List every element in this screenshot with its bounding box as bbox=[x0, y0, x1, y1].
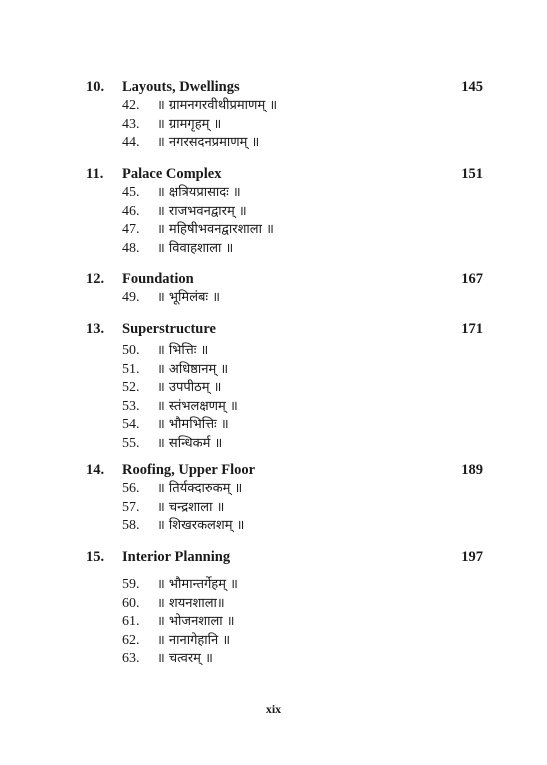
section-title: ॥ क्षत्रियप्रासादः ॥ bbox=[157, 185, 241, 200]
section-number: 60. bbox=[122, 595, 140, 611]
chapter-title: Layouts, Dwellings bbox=[122, 79, 240, 95]
section-number: 49. bbox=[122, 290, 140, 305]
section-number: 51. bbox=[122, 361, 140, 377]
chapter-page-number: 167 bbox=[461, 271, 483, 287]
chapter-title: Roofing, Upper Floor bbox=[122, 462, 256, 478]
section-item bbox=[86, 240, 486, 259]
section-item bbox=[86, 361, 486, 380]
section-list bbox=[86, 480, 486, 536]
chapter-heading bbox=[86, 77, 486, 97]
chapter-page-number: 197 bbox=[461, 549, 483, 565]
chapter-number: 10. bbox=[86, 79, 105, 95]
chapter-number: 12. bbox=[86, 271, 105, 287]
chapter-heading bbox=[86, 269, 486, 289]
page-folio: xix bbox=[265, 702, 282, 716]
toc-chapter-15 bbox=[86, 547, 486, 669]
section-title: ॥ शयनशाला॥ bbox=[157, 595, 225, 611]
section-item bbox=[86, 184, 486, 203]
section-item bbox=[86, 379, 486, 398]
section-number: 45. bbox=[122, 185, 140, 200]
chapter-page-number: 151 bbox=[461, 166, 483, 182]
section-item bbox=[86, 576, 486, 595]
section-number: 58. bbox=[122, 518, 140, 533]
section-title: ॥ भौमान्तर्गेहम् ॥ bbox=[157, 577, 238, 592]
section-title: ॥ विवाहशाला ॥ bbox=[157, 240, 234, 256]
section-number: 50. bbox=[122, 343, 140, 358]
section-item bbox=[86, 435, 486, 454]
section-title: ॥ सन्धिकर्म ॥ bbox=[157, 435, 223, 451]
section-list bbox=[86, 289, 486, 308]
chapter-number: 11. bbox=[86, 166, 104, 182]
section-item bbox=[86, 416, 486, 435]
section-number: 43. bbox=[122, 116, 140, 132]
chapter-page-number: 145 bbox=[461, 79, 483, 95]
chapter-title: Foundation bbox=[122, 271, 194, 287]
section-item bbox=[86, 116, 486, 135]
section-list bbox=[86, 97, 486, 153]
section-item bbox=[86, 517, 486, 536]
section-title: ॥ नगरसदनप्रमाणम् ॥ bbox=[157, 135, 260, 150]
toc-chapter-13 bbox=[86, 319, 486, 453]
section-title: ॥ स्तंभलक्षणम् ॥ bbox=[157, 398, 238, 414]
section-number: 59. bbox=[122, 577, 140, 592]
chapter-heading bbox=[86, 164, 486, 184]
section-title: ॥ चत्वरम् ॥ bbox=[157, 651, 213, 666]
section-item bbox=[86, 221, 486, 240]
section-number: 42. bbox=[122, 98, 140, 113]
section-number: 57. bbox=[122, 499, 140, 515]
chapter-number: 13. bbox=[86, 321, 105, 337]
section-number: 55. bbox=[122, 435, 140, 451]
toc-chapter-11 bbox=[86, 164, 486, 258]
toc-chapter-14 bbox=[86, 460, 486, 536]
chapter-page-number: 171 bbox=[461, 321, 483, 337]
section-number: 62. bbox=[122, 632, 140, 648]
section-item bbox=[86, 97, 486, 116]
section-title: ॥ महिषीभवनद्वारशाला ॥ bbox=[157, 222, 274, 237]
chapter-title: Palace Complex bbox=[122, 166, 222, 182]
section-title: ॥ चन्द्रशाला ॥ bbox=[157, 499, 225, 515]
section-title: ॥ अधिष्ठानम् ॥ bbox=[157, 361, 229, 377]
chapter-heading bbox=[86, 547, 486, 567]
section-item bbox=[86, 632, 486, 651]
chapter-number: 15. bbox=[86, 549, 105, 565]
section-title: ॥ शिखरकलशम् ॥ bbox=[157, 518, 245, 533]
section-title: ॥ भूमिलंबः ॥ bbox=[157, 290, 220, 305]
section-item bbox=[86, 499, 486, 518]
section-item bbox=[86, 203, 486, 222]
section-item bbox=[86, 480, 486, 499]
section-title: ॥ ग्रामगृहम् ॥ bbox=[157, 116, 222, 132]
section-item bbox=[86, 134, 486, 153]
chapter-title: Superstructure bbox=[122, 321, 216, 337]
section-list bbox=[86, 576, 486, 669]
section-item bbox=[86, 650, 486, 669]
chapter-heading bbox=[86, 460, 486, 480]
section-title: ॥ उपपीठम् ॥ bbox=[157, 380, 222, 395]
section-list bbox=[86, 184, 486, 258]
section-item bbox=[86, 342, 486, 361]
section-item bbox=[86, 289, 486, 308]
section-number: 63. bbox=[122, 651, 140, 666]
section-item bbox=[86, 398, 486, 417]
section-number: 48. bbox=[122, 240, 140, 256]
chapter-page-number: 189 bbox=[461, 462, 483, 478]
section-number: 54. bbox=[122, 417, 140, 432]
section-list bbox=[86, 342, 486, 453]
chapter-heading bbox=[86, 319, 486, 339]
section-item bbox=[86, 613, 486, 632]
toc-chapter-10 bbox=[86, 77, 486, 153]
section-item bbox=[86, 595, 486, 614]
section-title: ॥ तिर्यक्दारुकम् ॥ bbox=[157, 481, 243, 496]
section-title: ॥ नानागेहानि ॥ bbox=[157, 632, 231, 648]
section-number: 44. bbox=[122, 135, 140, 150]
section-title: ॥ ग्रामनगरवीथीप्रमाणम् ॥ bbox=[157, 98, 278, 113]
section-number: 46. bbox=[122, 203, 140, 219]
section-number: 47. bbox=[122, 222, 140, 237]
chapter-number: 14. bbox=[86, 462, 105, 478]
toc-chapter-12 bbox=[86, 269, 486, 308]
section-number: 53. bbox=[122, 398, 140, 414]
chapter-title: Interior Planning bbox=[122, 549, 231, 565]
section-title: ॥ भोजनशाला ॥ bbox=[157, 614, 235, 629]
section-number: 61. bbox=[122, 614, 140, 629]
section-number: 52. bbox=[122, 380, 140, 395]
section-title: ॥ भौमभित्तिः ॥ bbox=[157, 417, 229, 432]
section-number: 56. bbox=[122, 481, 140, 496]
section-title: ॥ भित्तिः ॥ bbox=[157, 343, 209, 358]
section-title: ॥ राजभवनद्वारम् ॥ bbox=[157, 203, 247, 219]
